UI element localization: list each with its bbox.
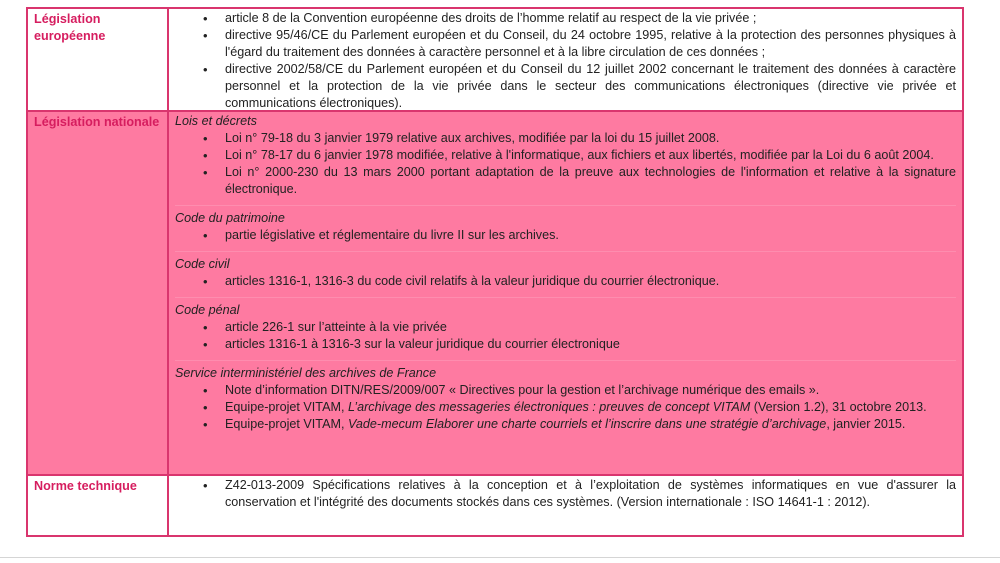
group-title: Code civil — [175, 257, 230, 271]
list-item: • Loi n° 2000-230 du 13 mars 2000 portant adaptation de la preuve aux technologies de l'information et relative à la signature électronique. — [225, 164, 956, 198]
item-title: Vade-mecum Elaborer une charte courriels et l’inscrire dans une stratégie d’archivage — [347, 417, 827, 431]
bullet-list — [175, 319, 956, 353]
group-code-penal — [175, 302, 956, 361]
item-text: , janvier 2015. — [826, 417, 906, 431]
list-item: • article 226-1 sur l’atteinte à la vie privée — [225, 319, 956, 336]
group-siaf — [175, 365, 956, 433]
group-title: Lois et décrets — [175, 114, 257, 128]
row-content — [169, 476, 962, 535]
bullet-list — [175, 130, 956, 198]
row-norme-technique — [28, 474, 962, 535]
list-item: • directive 95/46/CE du Parlement européen et du Conseil, du 24 octobre 1995, relative à la protection des personnes physiques à l'égard du traitement des données à caractère personnel et à la libre circulation de ces données ; — [225, 27, 956, 61]
list-item: • articles 1316-1 à 1316-3 sur la valeur juridique du courrier électronique — [225, 336, 956, 353]
item-text: Equipe-projet VITAM, — [225, 400, 348, 414]
list-item: • Loi n° 79-18 du 3 janvier 1979 relative aux archives, modifiée par la loi du 15 juillet 2008. — [225, 130, 956, 147]
item-text: (Version 1.2), 31 octobre 2013. — [750, 400, 927, 414]
list-item: • Z42-013-2009 Spécifications relatives à la conception et à l’exploitation de systèmes informatiques en vue d'assurer la conservation et l'intégrité des documents stockés dans ces systèmes. (Version internationale : ISO 14641-1 : 2012). — [225, 477, 956, 511]
bullet-list — [175, 382, 956, 433]
row-legislation-nationale — [28, 110, 962, 474]
row-label: Législation européenne — [28, 9, 169, 110]
row-content — [169, 112, 962, 474]
list-item — [225, 416, 956, 433]
page-divider — [0, 557, 1000, 558]
group-title: Code pénal — [175, 303, 240, 317]
row-legislation-europeenne — [28, 9, 962, 110]
list-item: • article 8 de la Convention européenne des droits de l’homme relatif au respect de la vie privée ; — [225, 10, 956, 27]
list-item: • articles 1316-1, 1316-3 du code civil relatifs à la valeur juridique du courrier électronique. — [225, 273, 956, 290]
item-title: L’archivage des messageries électroniques : preuves de concept VITAM — [347, 400, 751, 414]
list-item: • Loi n° 78-17 du 6 janvier 1978 modifiée, relative à l'informatique, aux fichiers et aux libertés, modifiée par la Loi du 6 août 2004. — [225, 147, 956, 164]
row-label: Norme technique — [28, 476, 169, 535]
list-item: • partie législative et réglementaire du livre II sur les archives. — [225, 227, 956, 244]
list-item: • directive 2002/58/CE du Parlement européen et du Conseil du 12 juillet 2002 concernant le traitement des données à caractère personnel et la protection de la vie privée dans le secteur des communications électroniques (directive vie privée et communications électroniques). — [225, 61, 956, 112]
row-content — [169, 9, 962, 110]
bullet-list — [175, 273, 956, 290]
bullet-list — [175, 10, 956, 112]
row-label: Législation nationale — [28, 112, 169, 474]
group-code-civil — [175, 256, 956, 298]
group-title: Service interministériel des archives de France — [175, 366, 437, 380]
bullet-list — [175, 477, 956, 511]
group-lois-decrets — [175, 113, 956, 206]
group-code-patrimoine — [175, 210, 956, 252]
bullet-list — [175, 227, 956, 244]
legislation-table — [26, 7, 964, 537]
list-item — [225, 399, 956, 416]
item-text: Equipe-projet VITAM, — [225, 417, 348, 431]
list-item: • Note d’information DITN/RES/2009/007 « Directives pour la gestion et l’archivage numérique des emails ». — [225, 382, 956, 399]
group-title: Code du patrimoine — [175, 211, 285, 225]
